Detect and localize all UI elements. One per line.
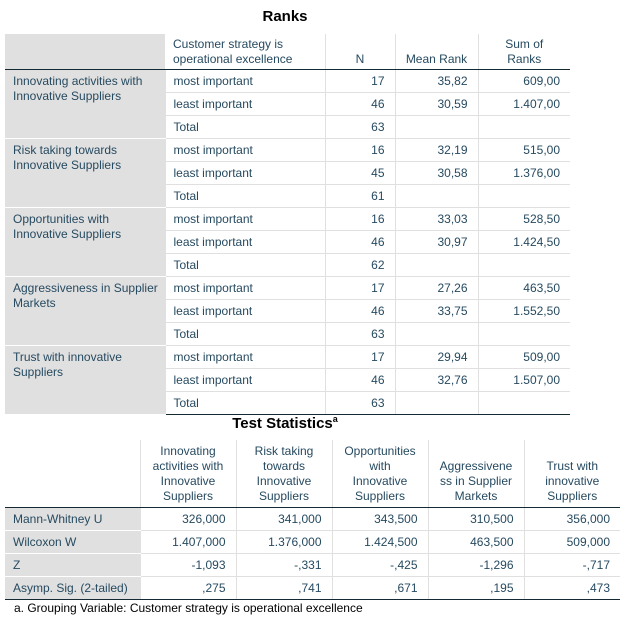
ranks-n-cell: 17	[325, 277, 395, 300]
stats-value-cell: 341,000	[236, 508, 332, 531]
ranks-row	[5, 346, 570, 369]
ranks-mean-rank-cell: 33,75	[395, 300, 478, 323]
ranks-sum-cell: 1.552,50	[478, 300, 570, 323]
stats-value-cell: -1,296	[428, 554, 524, 577]
ranks-group-cell: most important	[165, 139, 325, 162]
stats-value-cell: 1.376,000	[236, 531, 332, 554]
ranks-group-cell: Total	[165, 392, 325, 415]
stats-value-cell: 356,000	[524, 508, 620, 531]
ranks-mean-rank-cell: 32,76	[395, 369, 478, 392]
ranks-mean-rank-cell	[395, 254, 478, 277]
ranks-sum-cell: 1.507,00	[478, 369, 570, 392]
ranks-group-cell: Total	[165, 185, 325, 208]
stats-value-cell: -,717	[524, 554, 620, 577]
ranks-group-cell: least important	[165, 162, 325, 185]
ranks-group-cell: most important	[165, 70, 325, 93]
ranks-header-n: N	[325, 34, 395, 70]
stats-value-cell: ,671	[332, 577, 428, 600]
ranks-header-sum-of-ranks: Sum of Ranks	[478, 34, 570, 70]
ranks-sum-cell	[478, 254, 570, 277]
ranks-sum-cell: 609,00	[478, 70, 570, 93]
ranks-group-cell: least important	[165, 231, 325, 254]
ranks-n-cell: 63	[325, 392, 395, 415]
ranks-group-cell: least important	[165, 300, 325, 323]
ranks-n-cell: 17	[325, 346, 395, 369]
ranks-sum-cell	[478, 323, 570, 346]
ranks-mean-rank-cell	[395, 323, 478, 346]
stats-row-label: Z	[5, 554, 140, 577]
ranks-n-cell: 61	[325, 185, 395, 208]
ranks-group-cell: most important	[165, 208, 325, 231]
ranks-sum-cell: 528,50	[478, 208, 570, 231]
stats-row	[5, 554, 620, 577]
ranks-mean-rank-cell: 33,03	[395, 208, 478, 231]
ranks-variable-label: Risk taking towards Innovative Suppliers	[5, 139, 165, 208]
ranks-n-cell: 16	[325, 139, 395, 162]
ranks-variable-label: Innovating activities with Innovative Suppliers	[5, 70, 165, 139]
stats-value-cell: ,275	[140, 577, 236, 600]
ranks-variable-label: Trust with innovative Suppliers	[5, 346, 165, 415]
ranks-header-mean-rank: Mean Rank	[395, 34, 478, 70]
ranks-sum-cell	[478, 116, 570, 139]
stats-row	[5, 577, 620, 600]
ranks-sum-cell: 1.424,50	[478, 231, 570, 254]
ranks-n-cell: 16	[325, 208, 395, 231]
ranks-mean-rank-cell: 30,58	[395, 162, 478, 185]
ranks-n-cell: 46	[325, 93, 395, 116]
ranks-sum-cell: 509,00	[478, 346, 570, 369]
ranks-mean-rank-cell: 30,97	[395, 231, 478, 254]
ranks-row	[5, 139, 570, 162]
stats-row-label: Wilcoxon W	[5, 531, 140, 554]
test-statistics-table	[5, 440, 620, 600]
stats-value-cell: 1.407,000	[140, 531, 236, 554]
ranks-header-row	[5, 34, 570, 70]
ranks-sum-cell: 1.407,00	[478, 93, 570, 116]
ranks-header-blank	[5, 34, 165, 70]
ranks-mean-rank-cell: 30,59	[395, 93, 478, 116]
ranks-mean-rank-cell	[395, 185, 478, 208]
stats-value-cell: ,741	[236, 577, 332, 600]
ranks-group-cell: most important	[165, 277, 325, 300]
ranks-title: Ranks	[262, 8, 308, 25]
stats-column-header: Opportunities with Innovative Suppliers	[332, 440, 428, 508]
ranks-row	[5, 70, 570, 93]
stats-column-header: Innovating activities with Innovative Suppliers	[140, 440, 236, 508]
ranks-sum-cell: 463,50	[478, 277, 570, 300]
stats-value-cell: 1.424,500	[332, 531, 428, 554]
ranks-mean-rank-cell: 29,94	[395, 346, 478, 369]
ranks-n-cell: 46	[325, 369, 395, 392]
stats-value-cell: 509,000	[524, 531, 620, 554]
ranks-mean-rank-cell: 27,26	[395, 277, 478, 300]
stats-value-cell: -,331	[236, 554, 332, 577]
stats-row-label: Asymp. Sig. (2-tailed)	[5, 577, 140, 600]
footnote: a. Grouping Variable: Customer strategy is operational excellence	[14, 601, 363, 615]
ranks-mean-rank-cell	[395, 116, 478, 139]
ranks-group-cell: most important	[165, 346, 325, 369]
ranks-row	[5, 277, 570, 300]
ranks-n-cell: 63	[325, 116, 395, 139]
ranks-n-cell: 17	[325, 70, 395, 93]
ranks-n-cell: 63	[325, 323, 395, 346]
stats-value-cell: -,425	[332, 554, 428, 577]
stats-value-cell: ,473	[524, 577, 620, 600]
stats-row	[5, 508, 620, 531]
ranks-sum-cell: 1.376,00	[478, 162, 570, 185]
stats-header-blank	[5, 440, 140, 508]
stats-value-cell: ,195	[428, 577, 524, 600]
ranks-n-cell: 46	[325, 300, 395, 323]
ranks-n-cell: 46	[325, 231, 395, 254]
ranks-sum-cell	[478, 392, 570, 415]
ranks-n-cell: 45	[325, 162, 395, 185]
stats-value-cell: 463,500	[428, 531, 524, 554]
ranks-group-cell: Total	[165, 323, 325, 346]
stats-column-header: Risk taking towards Innovative Suppliers	[236, 440, 332, 508]
ranks-mean-rank-cell: 35,82	[395, 70, 478, 93]
ranks-sum-cell: 515,00	[478, 139, 570, 162]
ranks-n-cell: 62	[325, 254, 395, 277]
ranks-variable-label: Opportunities with Innovative Suppliers	[5, 208, 165, 277]
ranks-table	[5, 34, 570, 415]
ranks-row	[5, 208, 570, 231]
stats-header-row	[5, 440, 620, 508]
stats-row-label: Mann-Whitney U	[5, 508, 140, 531]
ranks-mean-rank-cell	[395, 392, 478, 415]
ranks-group-cell: least important	[165, 369, 325, 392]
ranks-group-cell: Total	[165, 116, 325, 139]
ranks-variable-label: Aggressiveness in Supplier Markets	[5, 277, 165, 346]
stats-value-cell: 326,000	[140, 508, 236, 531]
ranks-group-cell: least important	[165, 93, 325, 116]
stats-title: Test Statistics$^a$	[232, 414, 338, 432]
stats-column-header: Trust with innovative Suppliers	[524, 440, 620, 508]
stats-row	[5, 531, 620, 554]
ranks-header-group: Customer strategy is operational excellence	[165, 34, 325, 70]
ranks-mean-rank-cell: 32,19	[395, 139, 478, 162]
stats-value-cell: 343,500	[332, 508, 428, 531]
stats-value-cell: -1,093	[140, 554, 236, 577]
ranks-group-cell: Total	[165, 254, 325, 277]
ranks-sum-cell	[478, 185, 570, 208]
stats-value-cell: 310,500	[428, 508, 524, 531]
stats-column-header: Aggressivene ss in Supplier Markets	[428, 440, 524, 508]
